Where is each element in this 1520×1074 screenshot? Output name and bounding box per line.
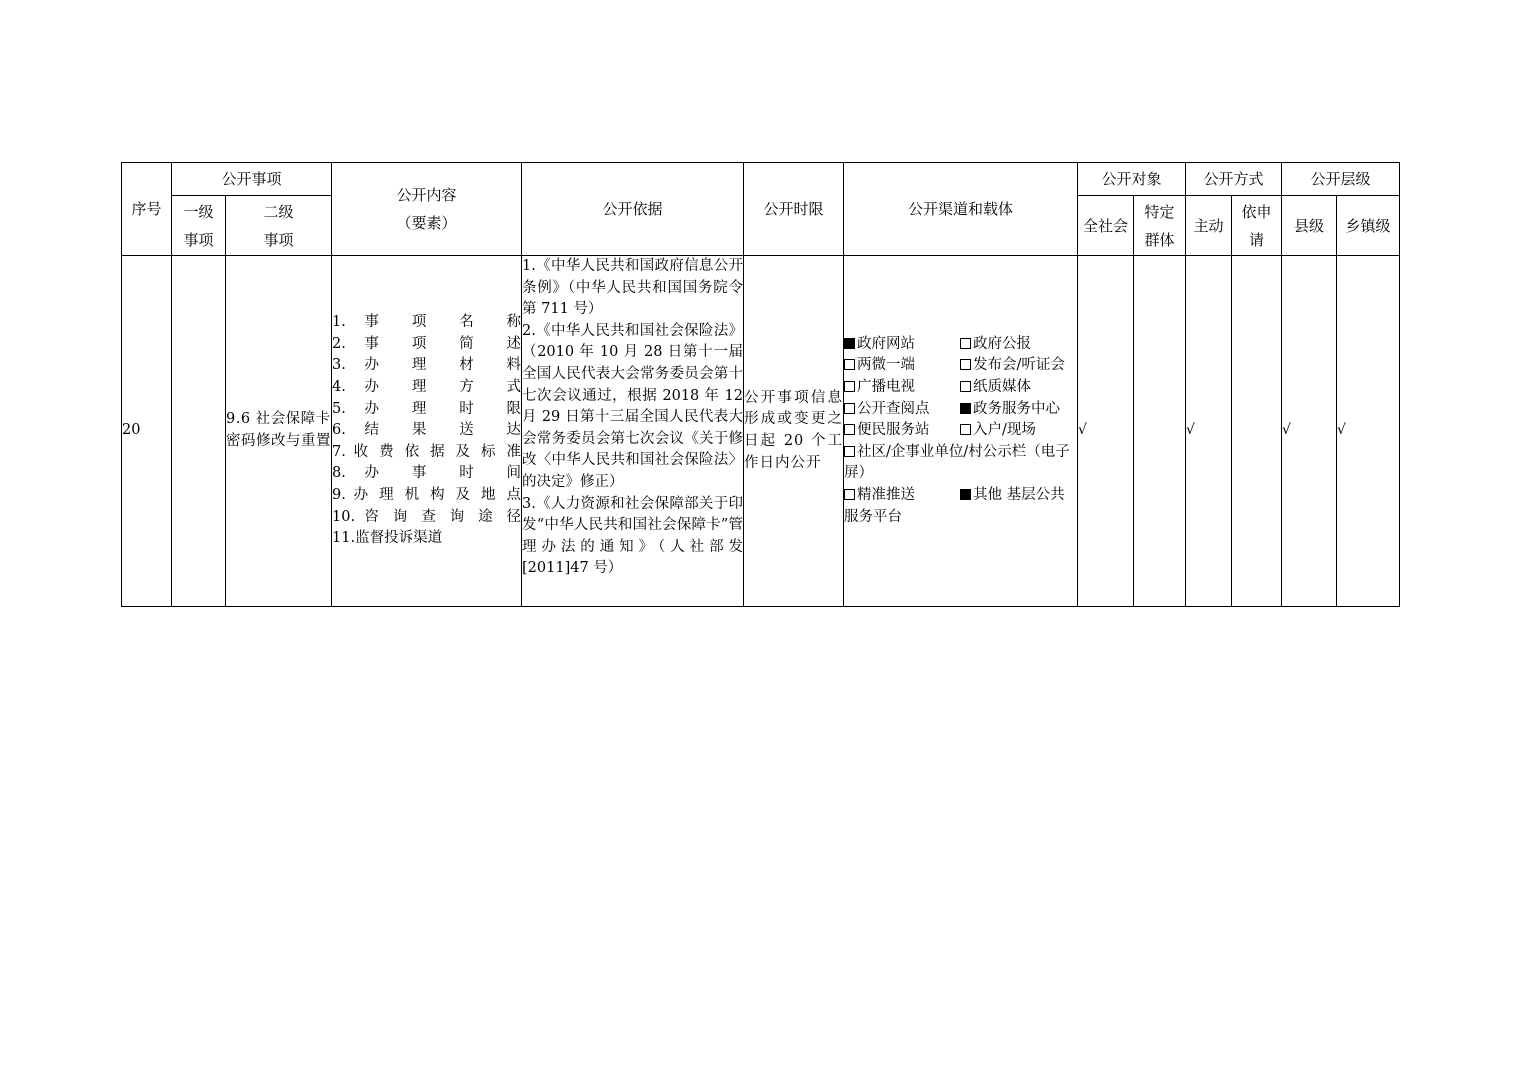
empty-box-icon: [844, 446, 855, 457]
content-item: 7. 收 费 依 据 及 标 准: [332, 443, 522, 460]
channel-community-board: [844, 444, 1070, 482]
header-level2: [226, 196, 332, 256]
channel-label: 入户/现场: [973, 422, 1036, 439]
channel-two-micro: [844, 355, 960, 377]
header-content-line2: （要素）: [396, 214, 457, 232]
empty-box-icon: [960, 359, 971, 370]
content-item: 5. 办 理 时 限: [332, 400, 522, 417]
header-method-apply-line2: 请: [1249, 230, 1265, 249]
empty-box-icon: [844, 359, 855, 370]
channel-press-conf: [960, 357, 1065, 373]
header-level1-line1: 一级: [183, 202, 214, 221]
header-channels: 公开渠道和载体: [844, 163, 1078, 256]
channel-paper: [960, 377, 1031, 399]
cell-level-town: √: [1337, 256, 1400, 607]
channel-label: 发布会/听证会: [973, 357, 1065, 374]
channel-row: [844, 355, 1077, 377]
cell-channels: [844, 256, 1078, 607]
content-item: 4. 办 理 方 式: [332, 379, 522, 396]
cell-basis: [522, 256, 744, 607]
channel-convenience: [844, 420, 960, 442]
header-method-apply: [1232, 196, 1282, 256]
channel-row: [844, 485, 1077, 528]
channel-label: 其他 基层公共服务平台: [844, 486, 1065, 525]
channel-gov-website: [844, 334, 960, 356]
empty-box-icon: [844, 403, 855, 414]
header-method-apply-line1: 依申: [1241, 202, 1272, 221]
content-item: 1. 事 项 名 称: [332, 314, 522, 331]
disclosure-table: [121, 162, 1400, 607]
content-item: 8. 办 事 时 间: [332, 465, 522, 482]
cell-audience-specific: [1134, 256, 1186, 607]
content-item: 6. 结 果 送 达: [332, 422, 522, 439]
header-method: 公开方式: [1186, 163, 1282, 196]
channel-label: 便民服务站: [857, 422, 930, 439]
cell-level-county: √: [1282, 256, 1337, 607]
channel-label: 政府网站: [857, 335, 916, 352]
content-item: 2. 事 项 简 述: [332, 335, 522, 352]
channel-row: [844, 442, 1077, 485]
cell-method-apply: [1232, 256, 1282, 607]
basis-item: 2.《中华人民共和国社会保险法》（2010 年 10 月 28 日第十一届全国人民代表大会常务委员会第十七次会议通过，根据 2018 年 12 月 29 日第十三届全国人民代表大会常务委员会第七次会议《关于修改〈中华人民共和国社会保险法〉的决定》修正）: [522, 322, 744, 490]
channel-public-reading: [844, 399, 960, 421]
checked-box-icon: [844, 338, 855, 349]
channel-service-center: [960, 399, 1060, 421]
cell-period: 公开事项信息形成或变更之日起 20 个工作日内公开: [744, 256, 844, 607]
header-method-active: 主动: [1186, 196, 1232, 256]
empty-box-icon: [844, 381, 855, 392]
header-level2-line1: 二级: [263, 202, 294, 221]
header-public-items: 公开事项: [172, 163, 332, 196]
checked-box-icon: [960, 489, 971, 500]
channel-door-to-door: [960, 420, 1036, 442]
header-level2-line2: 事项: [263, 230, 294, 249]
header-audience-specific: [1134, 196, 1186, 256]
content-item: 11.监督投诉渠道: [332, 530, 443, 547]
empty-box-icon: [960, 424, 971, 435]
channel-label: 公开查阅点: [857, 400, 930, 417]
header-audience-all: 全社会: [1078, 196, 1134, 256]
header-content: [332, 163, 522, 256]
channel-label: 精准推送: [857, 486, 916, 503]
basis-item: 3.《人力资源和社会保障部关于印发“中华人民共和国社会保障卡”管理办法的通知》（人社部发[2011]47 号）: [522, 495, 744, 577]
header-audience: 公开对象: [1078, 163, 1186, 196]
header-seq: 序号: [122, 163, 172, 256]
cell-seq: 20: [122, 256, 172, 607]
cell-content: [332, 256, 522, 607]
header-level-county: 县级: [1282, 196, 1337, 256]
channel-precise-push: [844, 485, 960, 507]
channel-gov-gazette: [960, 334, 1031, 356]
channel-row: [844, 420, 1077, 442]
content-item: 3. 办 理 材 料: [332, 357, 522, 374]
channel-label: 纸质媒体: [973, 379, 1032, 396]
cell-audience-all: √: [1078, 256, 1134, 607]
channel-label: 政务服务中心: [973, 400, 1061, 417]
checked-box-icon: [960, 403, 971, 414]
cell-level2: 9.6 社会保障卡密码修改与重置: [226, 256, 332, 607]
empty-box-icon: [960, 381, 971, 392]
header-content-line1: 公开内容: [396, 186, 457, 204]
header-level1: [172, 196, 226, 256]
channel-label: 社区/企事业单位/村公示栏（电子屏）: [844, 443, 1070, 482]
channel-label: 两微一端: [857, 357, 916, 374]
header-audience-specific-line1: 特定: [1144, 202, 1175, 221]
channel-broadcast: [844, 377, 960, 399]
empty-box-icon: [844, 489, 855, 500]
channel-label: 政府公报: [973, 335, 1032, 352]
content-item: 9. 办 理 机 构 及 地 点: [332, 486, 522, 503]
header-level1-line2: 事项: [183, 230, 214, 249]
channel-row: [844, 399, 1077, 421]
header-basis: 公开依据: [522, 163, 744, 256]
channel-row: [844, 334, 1077, 356]
basis-item: 1.《中华人民共和国政府信息公开条例》（中华人民共和国国务院令第 711 号）: [522, 258, 744, 318]
header-level-town: 乡镇级: [1337, 196, 1400, 256]
content-item: 10. 咨 询 查 询 途 径: [332, 508, 522, 525]
channel-row: [844, 377, 1077, 399]
header-audience-specific-line2: 群体: [1144, 230, 1175, 249]
header-level: 公开层级: [1282, 163, 1400, 196]
table-row: [122, 256, 1400, 607]
header-period: 公开时限: [744, 163, 844, 256]
channel-label: 广播电视: [857, 379, 916, 396]
cell-level1: [172, 256, 226, 607]
empty-box-icon: [960, 338, 971, 349]
empty-box-icon: [844, 424, 855, 435]
cell-method-active: √: [1186, 256, 1232, 607]
